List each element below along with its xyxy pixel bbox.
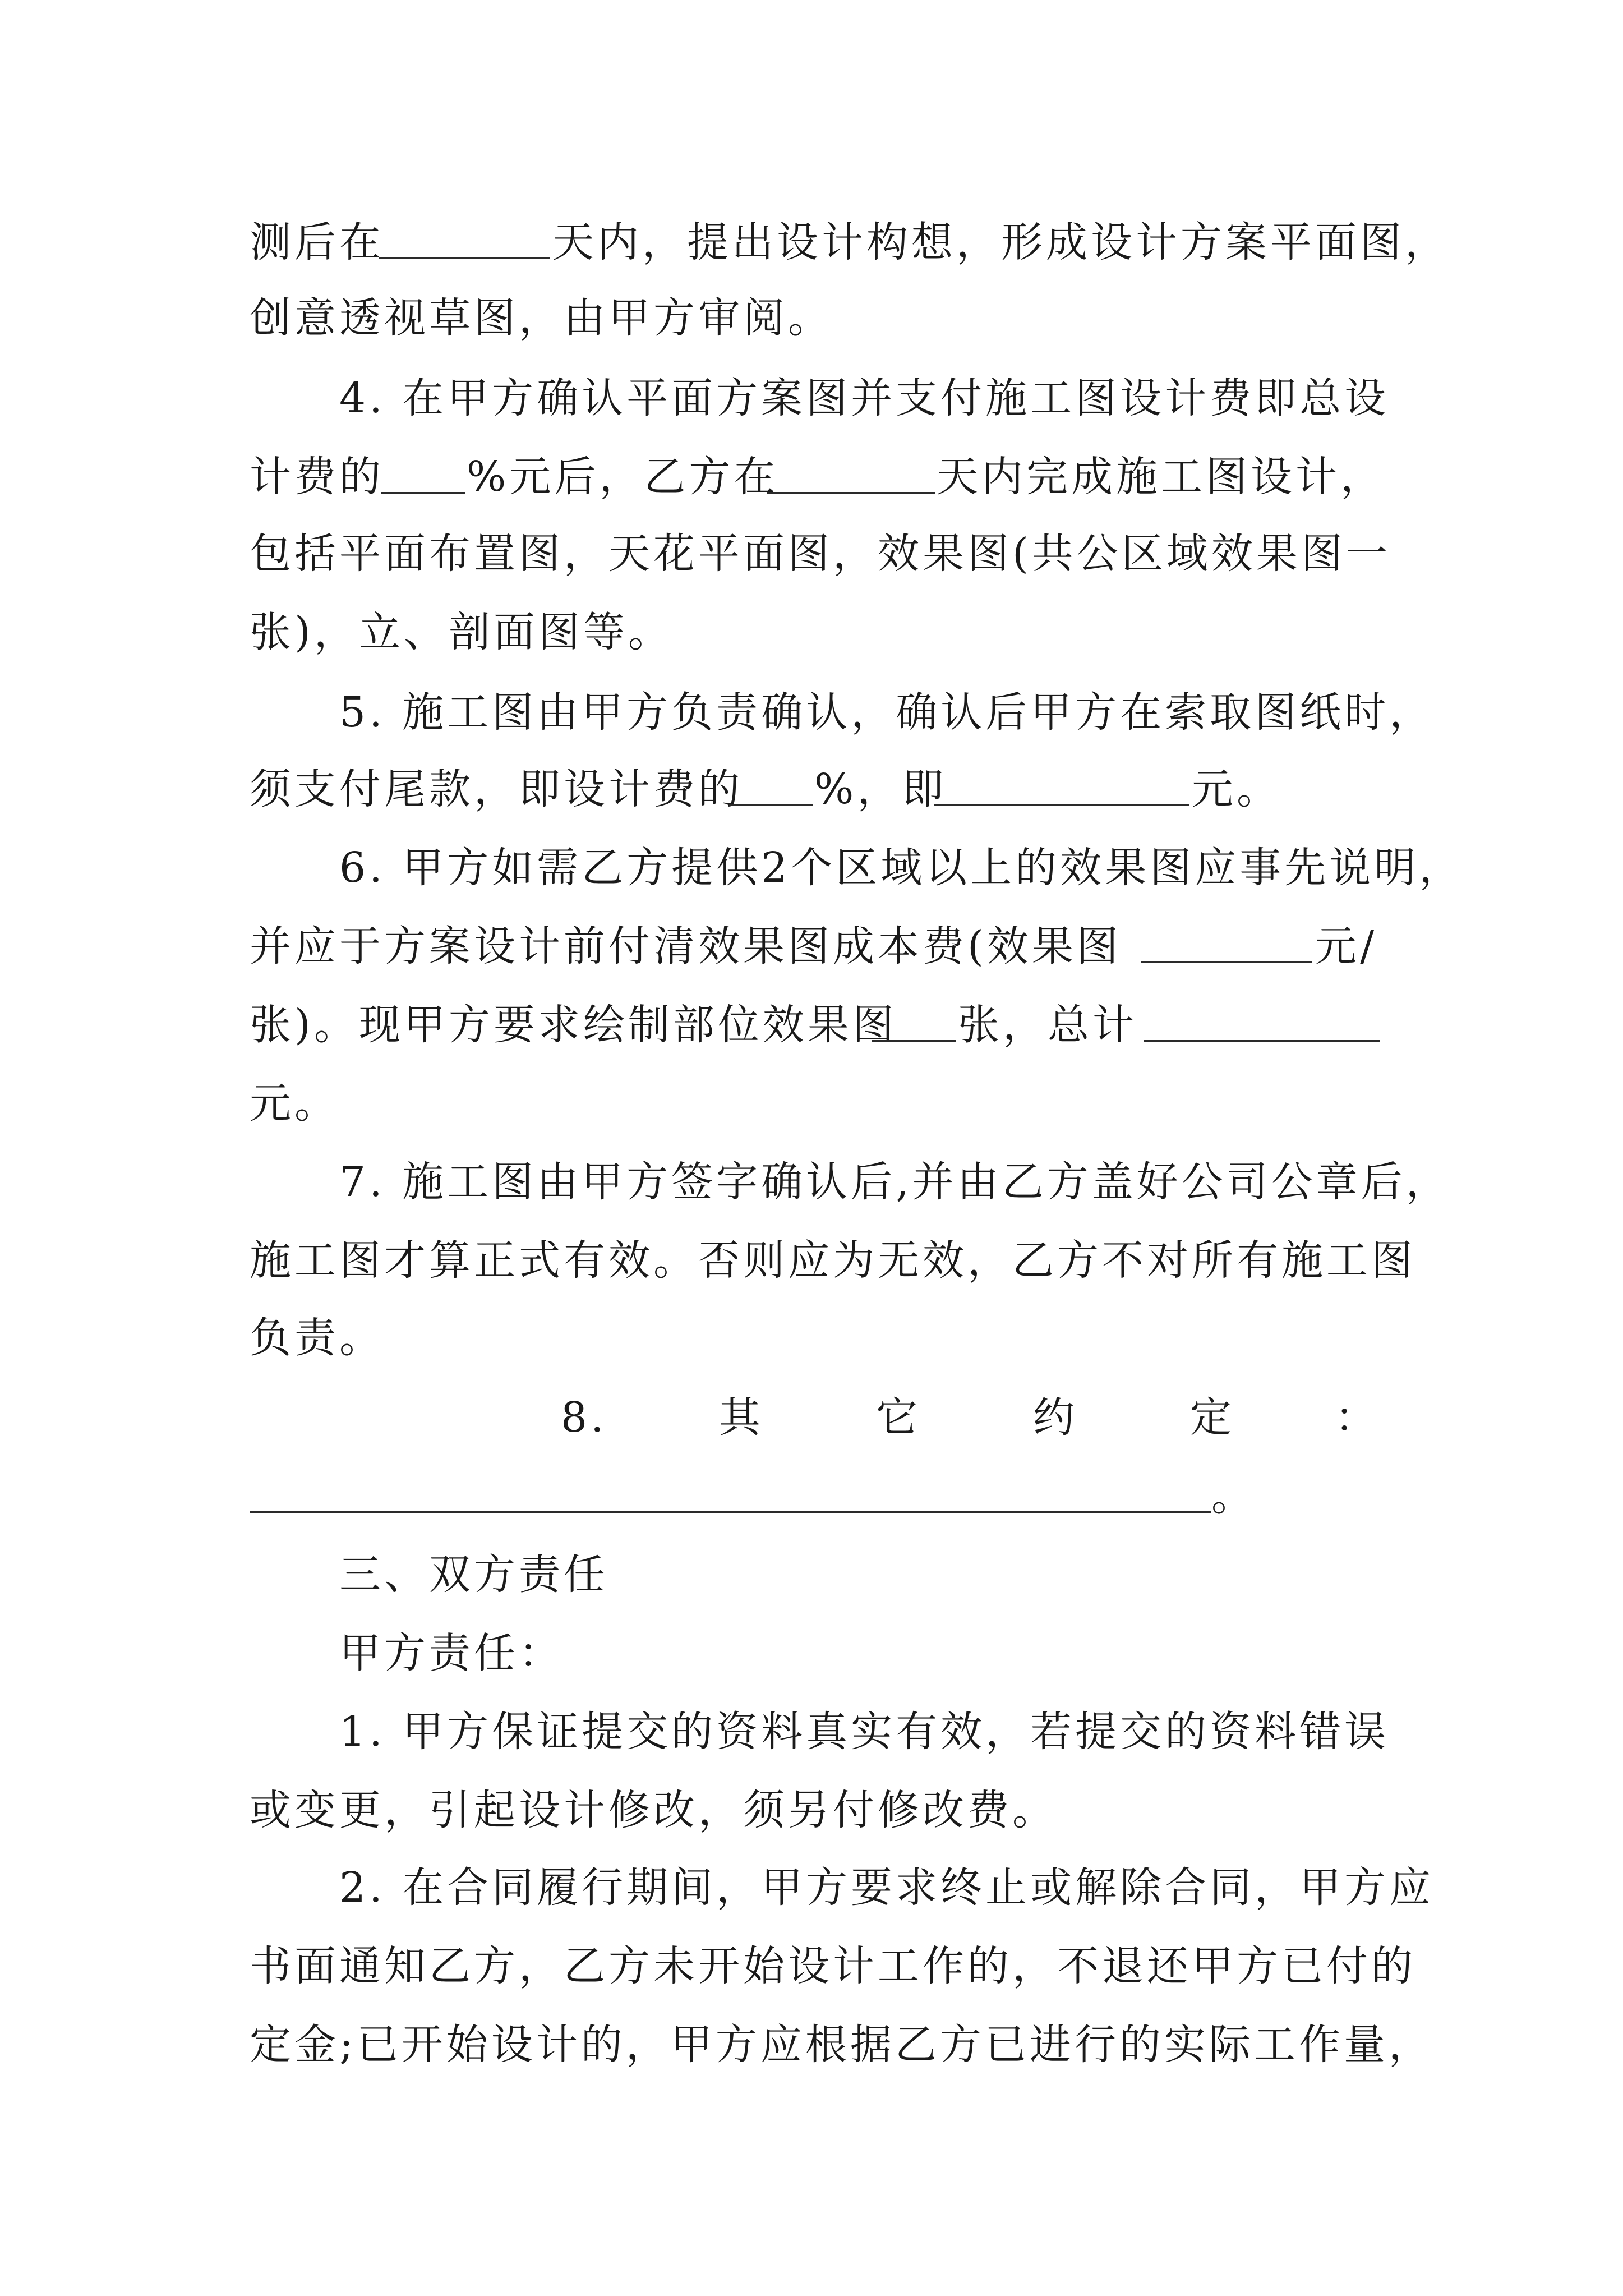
paragraph-line — [0, 750, 1623, 829]
text-segment: 计费的 — [250, 453, 384, 501]
text-segment: 甲方责任： — [339, 1629, 564, 1677]
paragraph-line — [0, 1378, 1623, 1457]
text-segment: 2. 在合同履行期间，甲方要求终止或解除合同，甲方应 — [339, 1864, 1435, 1912]
text-segment: 定 — [1190, 1393, 1235, 1442]
text-segment: %元后，乙方在 — [467, 453, 779, 501]
text-segment: 元。 — [250, 1079, 339, 1128]
paragraph-line — [0, 1927, 1623, 2005]
paragraph-line — [0, 1221, 1623, 1300]
text-segment: %，即 — [814, 765, 947, 813]
paragraph-line — [0, 203, 1623, 282]
text-segment: 张)。现甲方要求绘制部位效果图 — [250, 1001, 897, 1049]
text-segment: 。 — [1211, 1472, 1256, 1520]
fill-in-blank-days — [767, 492, 935, 494]
text-segment: 1. 甲方保证提交的资料真实有效，若提交的资料错误 — [339, 1708, 1390, 1756]
text-segment: 8. — [561, 1393, 607, 1442]
text-segment: 元。 — [1192, 765, 1281, 813]
paragraph-line — [0, 907, 1623, 986]
text-segment: 施工图才算正式有效。否则应为无效，乙方不对所有施工图 — [250, 1236, 1416, 1285]
paragraph-line — [0, 673, 1623, 752]
paragraph-line — [0, 279, 1623, 357]
paragraph-line — [0, 593, 1623, 671]
fill-in-blank-amount — [934, 804, 1189, 806]
text-segment: 它 — [876, 1393, 921, 1442]
text-segment: 7. 施工图由甲方签字确认后,并由乙方盖好公司公章后， — [339, 1158, 1451, 1206]
paragraph-line — [0, 438, 1623, 516]
paragraph-line — [0, 1299, 1623, 1377]
text-segment: ： — [1335, 1393, 1380, 1442]
paragraph-line — [0, 1848, 1623, 1927]
paragraph-line — [0, 1064, 1623, 1143]
paragraph-line — [0, 829, 1623, 907]
paragraph-line — [0, 1771, 1623, 1849]
paragraph-line — [0, 514, 1623, 593]
text-segment: 测后在 — [250, 218, 384, 266]
paragraph-line — [0, 1692, 1623, 1771]
fill-in-blank-total — [1144, 1040, 1380, 1042]
text-segment: 创意透视草图，由甲方审阅。 — [250, 294, 833, 342]
text-segment: 6. 甲方如需乙方提供2个区域以上的效果图应事先说明， — [339, 844, 1464, 892]
text-segment: 包括平面布置图，天花平面图，效果图(共公区域效果图一 — [250, 530, 1391, 578]
text-segment: 其 — [719, 1393, 764, 1442]
text-segment: 书面通知乙方，乙方未开始设计工作的，不退还甲方已付的 — [250, 1942, 1416, 1990]
fill-in-blank-days — [379, 257, 550, 259]
text-segment: 并应于方案设计前付清效果图成本费(效果图 — [250, 922, 1122, 970]
text-segment: 张)，立、剖面图等。 — [250, 608, 673, 656]
text-segment: 或变更，引起设计修改，须另付修改费。 — [250, 1786, 1057, 1834]
paragraph-line — [0, 1143, 1623, 1221]
text-segment: 天内，提出设计构想，形成设计方案平面图， — [552, 218, 1450, 266]
text-segment: 定金;已开始设计的，甲方应根据乙方已进行的实际工作量， — [250, 2021, 1433, 2069]
section-heading — [0, 1535, 1623, 1614]
paragraph-line — [0, 1457, 1623, 1535]
text-segment: 须支付尾款，即设计费的 — [250, 765, 743, 813]
text-segment: 天内完成施工图设计， — [937, 453, 1385, 501]
paragraph-line — [0, 359, 1623, 438]
fill-in-blank-percent — [381, 492, 465, 494]
text-segment: 元/ — [1315, 922, 1377, 970]
paragraph-line — [0, 986, 1623, 1064]
text-segment: 负责。 — [250, 1314, 384, 1362]
fill-in-blank-price — [1141, 961, 1312, 963]
fill-in-blank-percent — [729, 804, 813, 806]
fill-in-blank-count — [872, 1040, 956, 1042]
text-segment: 4. 在甲方确认平面方案图并支付施工图设计费即总设 — [339, 374, 1390, 422]
text-segment: 5. 施工图由甲方负责确认，确认后甲方在索取图纸时， — [339, 688, 1435, 737]
fill-in-blank-other-terms — [250, 1511, 1211, 1513]
text-segment: 张，总计 — [958, 1001, 1137, 1049]
subsection-heading — [0, 1614, 1623, 1692]
paragraph-line — [0, 2005, 1623, 2084]
text-segment: 三、双方责任 — [339, 1550, 608, 1599]
text-segment: 约 — [1033, 1393, 1078, 1442]
